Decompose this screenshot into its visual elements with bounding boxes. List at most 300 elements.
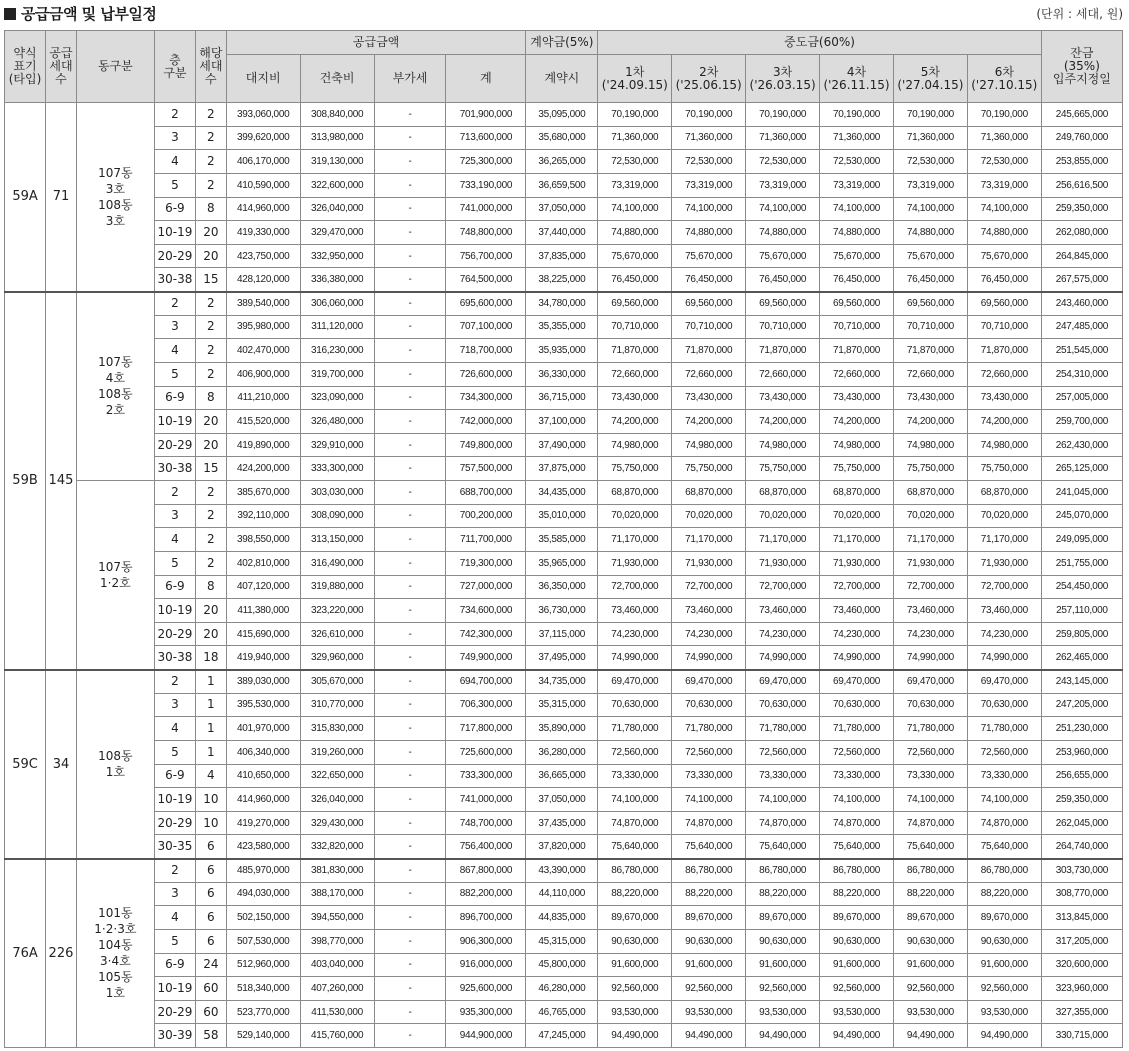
mid-payment-6-cell: 68,870,000 xyxy=(967,481,1041,505)
count-cell: 2 xyxy=(195,551,226,575)
mid-payment-2-cell: 86,780,000 xyxy=(672,859,746,883)
contract-cell: 35,010,000 xyxy=(526,504,598,528)
building-cell: 313,980,000 xyxy=(300,126,374,150)
mid-payment-1-cell: 73,430,000 xyxy=(598,386,672,410)
mid-payment-1-cell: 70,020,000 xyxy=(598,504,672,528)
unit-note: (단위 : 세대, 원) xyxy=(1036,7,1123,21)
total-cell: 717,800,000 xyxy=(446,717,526,741)
count-cell: 8 xyxy=(195,575,226,599)
mid-payment-5-cell: 74,990,000 xyxy=(893,646,967,670)
mid-payment-4-cell: 90,630,000 xyxy=(820,929,894,953)
page-title-text: 공급금액 및 납부일정 xyxy=(21,5,157,23)
header-balance: 잔금 (35%) 입주지정일 xyxy=(1041,31,1122,103)
building-cell: 336,380,000 xyxy=(300,268,374,292)
total-cell: 734,600,000 xyxy=(446,599,526,623)
mid-payment-1-cell: 74,980,000 xyxy=(598,433,672,457)
mid-payment-6-cell: 75,670,000 xyxy=(967,244,1041,268)
mid-payment-2-cell: 73,460,000 xyxy=(672,599,746,623)
contract-cell: 44,110,000 xyxy=(526,882,598,906)
mid-payment-4-cell: 92,560,000 xyxy=(820,977,894,1001)
balance-cell: 264,740,000 xyxy=(1041,835,1122,859)
mid-payment-6-cell: 74,880,000 xyxy=(967,221,1041,245)
vat-cell: - xyxy=(374,339,446,363)
floor-cell: 3 xyxy=(154,315,195,339)
mid-payment-5-cell: 72,700,000 xyxy=(893,575,967,599)
mid-payment-1-cell: 93,530,000 xyxy=(598,1000,672,1024)
mid-payment-6-cell: 71,360,000 xyxy=(967,126,1041,150)
mid-payment-3-cell: 71,360,000 xyxy=(746,126,820,150)
contract-cell: 34,780,000 xyxy=(526,292,598,316)
mid-payment-3-cell: 92,560,000 xyxy=(746,977,820,1001)
total-cell: 726,600,000 xyxy=(446,362,526,386)
land-cell: 410,590,000 xyxy=(226,173,300,197)
contract-cell: 37,050,000 xyxy=(526,197,598,221)
households-cell: 71 xyxy=(46,103,77,292)
vat-cell: - xyxy=(374,575,446,599)
contract-cell: 37,820,000 xyxy=(526,835,598,859)
balance-cell: 259,700,000 xyxy=(1041,410,1122,434)
mid-payment-1-cell: 69,560,000 xyxy=(598,292,672,316)
mid-payment-3-cell: 75,670,000 xyxy=(746,244,820,268)
floor-cell: 4 xyxy=(154,906,195,930)
land-cell: 407,120,000 xyxy=(226,575,300,599)
mid-payment-6-cell: 74,990,000 xyxy=(967,646,1041,670)
mid-payment-5-cell: 75,640,000 xyxy=(893,835,967,859)
balance-cell: 262,045,000 xyxy=(1041,811,1122,835)
balance-cell: 262,465,000 xyxy=(1041,646,1122,670)
mid-payment-5-cell: 74,980,000 xyxy=(893,433,967,457)
mid-payment-4-cell: 74,230,000 xyxy=(820,622,894,646)
balance-cell: 245,070,000 xyxy=(1041,504,1122,528)
balance-cell: 256,616,500 xyxy=(1041,173,1122,197)
floor-cell: 5 xyxy=(154,929,195,953)
mid-payment-3-cell: 70,630,000 xyxy=(746,693,820,717)
mid-payment-2-cell: 69,560,000 xyxy=(672,292,746,316)
count-cell: 10 xyxy=(195,788,226,812)
mid-payment-2-cell: 73,330,000 xyxy=(672,764,746,788)
mid-payment-3-cell: 73,460,000 xyxy=(746,599,820,623)
mid-payment-4-cell: 70,020,000 xyxy=(820,504,894,528)
building-cell: 305,670,000 xyxy=(300,670,374,694)
table-row xyxy=(5,575,1123,599)
contract-cell: 45,315,000 xyxy=(526,929,598,953)
contract-cell: 36,280,000 xyxy=(526,740,598,764)
total-cell: 742,000,000 xyxy=(446,410,526,434)
mid-payment-4-cell: 74,880,000 xyxy=(820,221,894,245)
balance-cell: 249,095,000 xyxy=(1041,528,1122,552)
mid-payment-5-cell: 74,880,000 xyxy=(893,221,967,245)
mid-payment-5-cell: 73,330,000 xyxy=(893,764,967,788)
count-cell: 15 xyxy=(195,268,226,292)
mid-payment-1-cell: 72,560,000 xyxy=(598,740,672,764)
mid-payment-4-cell: 71,930,000 xyxy=(820,551,894,575)
count-cell: 2 xyxy=(195,292,226,316)
count-cell: 2 xyxy=(195,362,226,386)
count-cell: 2 xyxy=(195,504,226,528)
land-cell: 401,970,000 xyxy=(226,717,300,741)
mid-payment-6-cell: 93,530,000 xyxy=(967,1000,1041,1024)
land-cell: 428,120,000 xyxy=(226,268,300,292)
mid-payment-2-cell: 68,870,000 xyxy=(672,481,746,505)
balance-cell: 259,350,000 xyxy=(1041,788,1122,812)
mid-payment-6-cell: 72,560,000 xyxy=(967,740,1041,764)
mid-payment-5-cell: 86,780,000 xyxy=(893,859,967,883)
balance-cell: 308,770,000 xyxy=(1041,882,1122,906)
floor-cell: 6-9 xyxy=(154,575,195,599)
balance-cell: 241,045,000 xyxy=(1041,481,1122,505)
contract-cell: 37,435,000 xyxy=(526,811,598,835)
mid-payment-3-cell: 70,190,000 xyxy=(746,103,820,127)
mid-payment-3-cell: 73,330,000 xyxy=(746,764,820,788)
mid-payment-1-cell: 74,870,000 xyxy=(598,811,672,835)
mid-payment-3-cell: 91,600,000 xyxy=(746,953,820,977)
mid-payment-3-cell: 94,490,000 xyxy=(746,1024,820,1048)
mid-payment-2-cell: 73,430,000 xyxy=(672,386,746,410)
header-supply-price: 공급금액 xyxy=(226,31,526,55)
total-cell: 727,000,000 xyxy=(446,575,526,599)
table-row xyxy=(5,268,1123,292)
mid-payment-2-cell: 69,470,000 xyxy=(672,670,746,694)
contract-cell: 37,495,000 xyxy=(526,646,598,670)
mid-payment-2-cell: 70,630,000 xyxy=(672,693,746,717)
mid-payment-6-cell: 74,230,000 xyxy=(967,622,1041,646)
vat-cell: - xyxy=(374,740,446,764)
mid-payment-4-cell: 74,100,000 xyxy=(820,788,894,812)
floor-cell: 10-19 xyxy=(154,410,195,434)
building-cell: 306,060,000 xyxy=(300,292,374,316)
building-cell: 329,910,000 xyxy=(300,433,374,457)
vat-cell: - xyxy=(374,386,446,410)
mid-payment-5-cell: 72,560,000 xyxy=(893,740,967,764)
contract-cell: 35,890,000 xyxy=(526,717,598,741)
contract-cell: 35,355,000 xyxy=(526,315,598,339)
land-cell: 389,030,000 xyxy=(226,670,300,694)
total-cell: 707,100,000 xyxy=(446,315,526,339)
land-cell: 393,060,000 xyxy=(226,103,300,127)
land-cell: 414,960,000 xyxy=(226,197,300,221)
land-cell: 402,470,000 xyxy=(226,339,300,363)
table-row xyxy=(5,457,1123,481)
building-cell: 326,040,000 xyxy=(300,197,374,221)
mid-payment-2-cell: 90,630,000 xyxy=(672,929,746,953)
table-row xyxy=(5,173,1123,197)
square-bullet-icon xyxy=(4,8,16,20)
balance-cell: 330,715,000 xyxy=(1041,1024,1122,1048)
mid-payment-3-cell: 74,870,000 xyxy=(746,811,820,835)
table-row xyxy=(5,670,1123,694)
mid-payment-5-cell: 91,600,000 xyxy=(893,953,967,977)
contract-cell: 35,965,000 xyxy=(526,551,598,575)
type-cell: 59A xyxy=(5,103,46,292)
land-cell: 410,650,000 xyxy=(226,764,300,788)
table-row xyxy=(5,1000,1123,1024)
mid-payment-4-cell: 86,780,000 xyxy=(820,859,894,883)
mid-payment-3-cell: 70,020,000 xyxy=(746,504,820,528)
building-cell: 322,650,000 xyxy=(300,764,374,788)
mid-payment-3-cell: 71,170,000 xyxy=(746,528,820,552)
vat-cell: - xyxy=(374,244,446,268)
contract-cell: 37,100,000 xyxy=(526,410,598,434)
mid-payment-3-cell: 74,980,000 xyxy=(746,433,820,457)
count-cell: 6 xyxy=(195,859,226,883)
mid-payment-5-cell: 69,470,000 xyxy=(893,670,967,694)
vat-cell: - xyxy=(374,811,446,835)
mid-payment-6-cell: 69,560,000 xyxy=(967,292,1041,316)
vat-cell: - xyxy=(374,599,446,623)
land-cell: 406,900,000 xyxy=(226,362,300,386)
count-cell: 20 xyxy=(195,433,226,457)
total-cell: 867,800,000 xyxy=(446,859,526,883)
mid-payment-6-cell: 73,430,000 xyxy=(967,386,1041,410)
mid-payment-3-cell: 69,560,000 xyxy=(746,292,820,316)
table-row xyxy=(5,929,1123,953)
building-cell: 310,770,000 xyxy=(300,693,374,717)
vat-cell: - xyxy=(374,362,446,386)
total-cell: 718,700,000 xyxy=(446,339,526,363)
floor-cell: 30-38 xyxy=(154,457,195,481)
count-cell: 60 xyxy=(195,1000,226,1024)
balance-cell: 254,310,000 xyxy=(1041,362,1122,386)
mid-payment-1-cell: 73,460,000 xyxy=(598,599,672,623)
mid-payment-6-cell: 72,700,000 xyxy=(967,575,1041,599)
table-row xyxy=(5,599,1123,623)
balance-cell: 243,145,000 xyxy=(1041,670,1122,694)
mid-payment-5-cell: 75,670,000 xyxy=(893,244,967,268)
table-row xyxy=(5,882,1123,906)
total-cell: 742,300,000 xyxy=(446,622,526,646)
table-row xyxy=(5,906,1123,930)
mid-payment-3-cell: 93,530,000 xyxy=(746,1000,820,1024)
mid-payment-4-cell: 76,450,000 xyxy=(820,268,894,292)
mid-payment-5-cell: 69,560,000 xyxy=(893,292,967,316)
balance-cell: 251,545,000 xyxy=(1041,339,1122,363)
building-cell: 311,120,000 xyxy=(300,315,374,339)
total-cell: 701,900,000 xyxy=(446,103,526,127)
mid-payment-4-cell: 74,870,000 xyxy=(820,811,894,835)
page-title xyxy=(4,3,156,24)
vat-cell: - xyxy=(374,1024,446,1048)
mid-payment-4-cell: 70,630,000 xyxy=(820,693,894,717)
contract-cell: 37,490,000 xyxy=(526,433,598,457)
balance-cell: 313,845,000 xyxy=(1041,906,1122,930)
mid-payment-6-cell: 75,750,000 xyxy=(967,457,1041,481)
vat-cell: - xyxy=(374,906,446,930)
contract-cell: 37,440,000 xyxy=(526,221,598,245)
vat-cell: - xyxy=(374,929,446,953)
header-mid-4: 4차 ('26.11.15) xyxy=(820,55,894,103)
count-cell: 4 xyxy=(195,764,226,788)
balance-cell: 264,845,000 xyxy=(1041,244,1122,268)
land-cell: 419,330,000 xyxy=(226,221,300,245)
floor-cell: 3 xyxy=(154,126,195,150)
table-row xyxy=(5,362,1123,386)
mid-payment-5-cell: 88,220,000 xyxy=(893,882,967,906)
count-cell: 2 xyxy=(195,103,226,127)
total-cell: 719,300,000 xyxy=(446,551,526,575)
floor-cell: 20-29 xyxy=(154,1000,195,1024)
floor-cell: 5 xyxy=(154,551,195,575)
contract-cell: 34,735,000 xyxy=(526,670,598,694)
land-cell: 512,960,000 xyxy=(226,953,300,977)
mid-payment-2-cell: 72,530,000 xyxy=(672,150,746,174)
contract-cell: 43,390,000 xyxy=(526,859,598,883)
mid-payment-5-cell: 68,870,000 xyxy=(893,481,967,505)
mid-payment-3-cell: 72,660,000 xyxy=(746,362,820,386)
total-cell: 882,200,000 xyxy=(446,882,526,906)
contract-cell: 47,245,000 xyxy=(526,1024,598,1048)
land-cell: 419,940,000 xyxy=(226,646,300,670)
balance-cell: 249,760,000 xyxy=(1041,126,1122,150)
count-cell: 6 xyxy=(195,906,226,930)
dong-cell: 107동 1·2호 xyxy=(76,481,154,670)
mid-payment-3-cell: 75,640,000 xyxy=(746,835,820,859)
floor-cell: 2 xyxy=(154,103,195,127)
table-row xyxy=(5,646,1123,670)
header-contract: 계약금(5%) xyxy=(526,31,598,55)
total-cell: 749,900,000 xyxy=(446,646,526,670)
mid-payment-1-cell: 71,360,000 xyxy=(598,126,672,150)
vat-cell: - xyxy=(374,882,446,906)
total-cell: 695,600,000 xyxy=(446,292,526,316)
building-cell: 316,490,000 xyxy=(300,551,374,575)
mid-payment-6-cell: 70,020,000 xyxy=(967,504,1041,528)
vat-cell: - xyxy=(374,717,446,741)
building-cell: 333,300,000 xyxy=(300,457,374,481)
mid-payment-3-cell: 74,880,000 xyxy=(746,221,820,245)
count-cell: 60 xyxy=(195,977,226,1001)
floor-cell: 30-38 xyxy=(154,646,195,670)
count-cell: 6 xyxy=(195,882,226,906)
mid-payment-2-cell: 89,670,000 xyxy=(672,906,746,930)
mid-payment-4-cell: 72,700,000 xyxy=(820,575,894,599)
mid-payment-4-cell: 74,200,000 xyxy=(820,410,894,434)
floor-cell: 3 xyxy=(154,882,195,906)
header-floor: 층 구분 xyxy=(154,31,195,103)
mid-payment-1-cell: 74,230,000 xyxy=(598,622,672,646)
mid-payment-4-cell: 75,670,000 xyxy=(820,244,894,268)
mid-payment-2-cell: 71,930,000 xyxy=(672,551,746,575)
table-row xyxy=(5,103,1123,127)
mid-payment-2-cell: 88,220,000 xyxy=(672,882,746,906)
header-land: 대지비 xyxy=(226,55,300,103)
table-row xyxy=(5,528,1123,552)
mid-payment-6-cell: 69,470,000 xyxy=(967,670,1041,694)
land-cell: 406,340,000 xyxy=(226,740,300,764)
count-cell: 2 xyxy=(195,126,226,150)
land-cell: 389,540,000 xyxy=(226,292,300,316)
mid-payment-5-cell: 71,780,000 xyxy=(893,717,967,741)
balance-cell: 267,575,000 xyxy=(1041,268,1122,292)
count-cell: 2 xyxy=(195,150,226,174)
total-cell: 700,200,000 xyxy=(446,504,526,528)
mid-payment-2-cell: 74,100,000 xyxy=(672,788,746,812)
table-row xyxy=(5,197,1123,221)
building-cell: 332,820,000 xyxy=(300,835,374,859)
mid-payment-6-cell: 71,780,000 xyxy=(967,717,1041,741)
table-row xyxy=(5,811,1123,835)
contract-cell: 36,265,000 xyxy=(526,150,598,174)
vat-cell: - xyxy=(374,859,446,883)
vat-cell: - xyxy=(374,953,446,977)
households-cell: 226 xyxy=(46,859,77,1048)
mid-payment-6-cell: 70,190,000 xyxy=(967,103,1041,127)
vat-cell: - xyxy=(374,292,446,316)
mid-payment-4-cell: 93,530,000 xyxy=(820,1000,894,1024)
mid-payment-5-cell: 71,360,000 xyxy=(893,126,967,150)
vat-cell: - xyxy=(374,315,446,339)
mid-payment-6-cell: 73,330,000 xyxy=(967,764,1041,788)
contract-cell: 46,280,000 xyxy=(526,977,598,1001)
count-cell: 2 xyxy=(195,528,226,552)
table-row xyxy=(5,693,1123,717)
building-cell: 398,770,000 xyxy=(300,929,374,953)
building-cell: 329,960,000 xyxy=(300,646,374,670)
total-cell: 734,300,000 xyxy=(446,386,526,410)
mid-payment-3-cell: 72,700,000 xyxy=(746,575,820,599)
floor-cell: 3 xyxy=(154,504,195,528)
mid-payment-2-cell: 92,560,000 xyxy=(672,977,746,1001)
header-mid-5: 5차 ('27.04.15) xyxy=(893,55,967,103)
table-row xyxy=(5,953,1123,977)
floor-cell: 20-29 xyxy=(154,244,195,268)
mid-payment-4-cell: 73,319,000 xyxy=(820,173,894,197)
table-row xyxy=(5,433,1123,457)
floor-cell: 10-19 xyxy=(154,599,195,623)
contract-cell: 36,665,000 xyxy=(526,764,598,788)
contract-cell: 35,095,000 xyxy=(526,103,598,127)
mid-payment-6-cell: 71,930,000 xyxy=(967,551,1041,575)
mid-payment-6-cell: 71,170,000 xyxy=(967,528,1041,552)
mid-payment-3-cell: 90,630,000 xyxy=(746,929,820,953)
balance-cell: 256,655,000 xyxy=(1041,764,1122,788)
floor-cell: 20-29 xyxy=(154,433,195,457)
floor-cell: 2 xyxy=(154,859,195,883)
total-cell: 711,700,000 xyxy=(446,528,526,552)
mid-payment-5-cell: 74,230,000 xyxy=(893,622,967,646)
table-row xyxy=(5,315,1123,339)
count-cell: 1 xyxy=(195,670,226,694)
mid-payment-5-cell: 73,460,000 xyxy=(893,599,967,623)
balance-cell: 317,205,000 xyxy=(1041,929,1122,953)
building-cell: 308,840,000 xyxy=(300,103,374,127)
mid-payment-4-cell: 70,190,000 xyxy=(820,103,894,127)
floor-cell: 4 xyxy=(154,150,195,174)
mid-payment-1-cell: 74,200,000 xyxy=(598,410,672,434)
households-cell: 145 xyxy=(46,292,77,670)
mid-payment-3-cell: 89,670,000 xyxy=(746,906,820,930)
mid-payment-5-cell: 94,490,000 xyxy=(893,1024,967,1048)
mid-payment-4-cell: 71,170,000 xyxy=(820,528,894,552)
mid-payment-6-cell: 74,100,000 xyxy=(967,197,1041,221)
total-cell: 916,000,000 xyxy=(446,953,526,977)
balance-cell: 257,110,000 xyxy=(1041,599,1122,623)
building-cell: 407,260,000 xyxy=(300,977,374,1001)
vat-cell: - xyxy=(374,221,446,245)
balance-cell: 254,450,000 xyxy=(1041,575,1122,599)
mid-payment-1-cell: 70,190,000 xyxy=(598,103,672,127)
dong-cell: 107동 3호 108동 3호 xyxy=(76,103,154,292)
land-cell: 395,530,000 xyxy=(226,693,300,717)
land-cell: 423,580,000 xyxy=(226,835,300,859)
mid-payment-1-cell: 70,710,000 xyxy=(598,315,672,339)
land-cell: 523,770,000 xyxy=(226,1000,300,1024)
table-row xyxy=(5,788,1123,812)
floor-cell: 30-39 xyxy=(154,1024,195,1048)
header-building: 건축비 xyxy=(300,55,374,103)
land-cell: 406,170,000 xyxy=(226,150,300,174)
land-cell: 395,980,000 xyxy=(226,315,300,339)
mid-payment-3-cell: 74,100,000 xyxy=(746,788,820,812)
